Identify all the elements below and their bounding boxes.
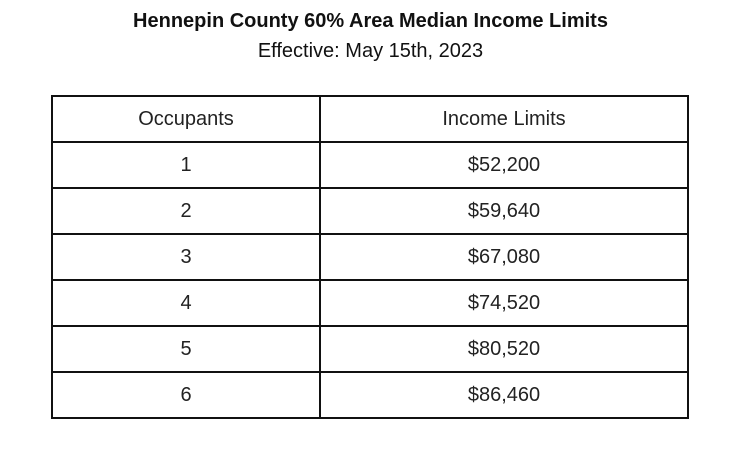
occupants-cell: 1 <box>52 142 320 188</box>
header-income-limits: Income Limits <box>320 96 688 142</box>
income-limit-cell: $86,460 <box>320 372 688 418</box>
table-header-row <box>52 96 688 142</box>
table-row <box>52 234 688 280</box>
income-limit-cell: $74,520 <box>320 280 688 326</box>
table-row <box>52 372 688 418</box>
income-limits-table <box>51 95 689 419</box>
effective-date: Effective: May 15th, 2023 <box>257 40 484 62</box>
table-row <box>52 188 688 234</box>
occupants-cell: 5 <box>52 326 320 372</box>
table-row <box>52 280 688 326</box>
header-occupants: Occupants <box>52 96 320 142</box>
income-limit-cell: $52,200 <box>320 142 688 188</box>
income-limit-cell: $67,080 <box>320 234 688 280</box>
occupants-cell: 2 <box>52 188 320 234</box>
occupants-cell: 4 <box>52 280 320 326</box>
table-row <box>52 142 688 188</box>
table-row <box>52 326 688 372</box>
occupants-cell: 3 <box>52 234 320 280</box>
income-limit-cell: $59,640 <box>320 188 688 234</box>
occupants-cell: 6 <box>52 372 320 418</box>
income-limit-cell: $80,520 <box>320 326 688 372</box>
page-title: Hennepin County 60% Area Median Income Limits <box>133 10 608 32</box>
